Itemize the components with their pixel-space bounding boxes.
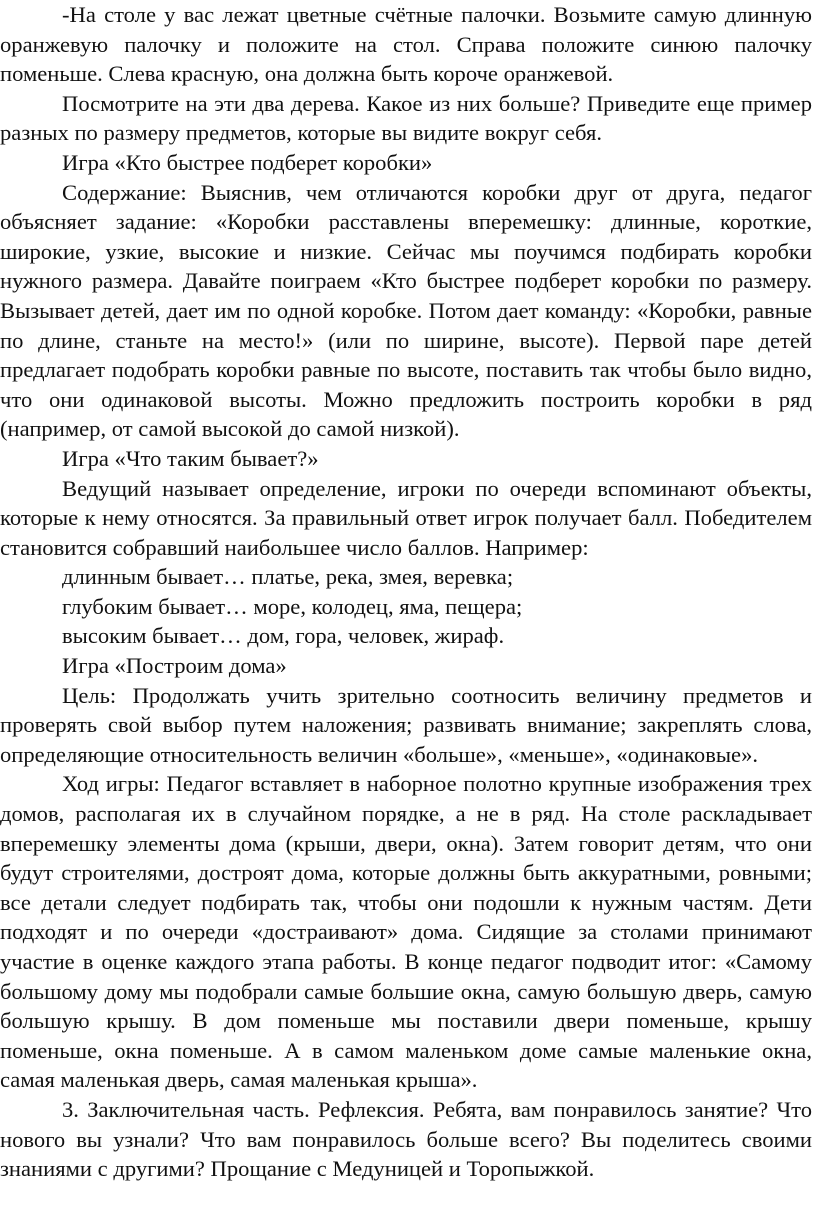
paragraph-game-procedure: Ход игры: Педагог вставляет в наборное полотно крупные изображения трех домов, располагая их в случайном порядке, а не в ряд. На столе раскладывает вперемешку элементы дома (крыши, двери, окна). Затем говорит детям, что они будут строителями, достроят дома, которые должны быть аккуратными, ровными; все детали следует подбирать так, чтобы они подошли к нужным частям. Дети подходят и по очереди «достраивают» дома. Сидящие за столами принимают участие в оценке каждого этапа работы. В конце педагог подводит итог: «Самому большому дому мы подобрали самые большие окна, самую большую дверь, самую большую крышу. В дом поменьше мы поставили двери поменьше, крышу поменьше, окна поменьше. А в самом маленьком доме самые маленькие окна, самая маленькая дверь, самая маленькая крыша». [0,771,812,1093]
paragraph-conclusion: 3. Заключительная часть. Рефлексия. Ребята, вам понравилось занятие? Что нового вы узнали? Что вам понравилось больше всего? Вы поделитесь своими знаниями с другими? Прощание с Медуницей и Торопыжкой. [0,1096,812,1182]
paragraph-game-what-is-rules: Ведущий называет определение, игроки по очереди вспоминают объекты, которые к нему относятся. За правильный ответ игрок получает балл. Победителем становится собравший наибольшее число баллов. Например: [0,475,812,560]
heading-game-what-is: Игра «Что таким бывает?» [62,445,319,471]
paragraph-two-trees: Посмотрите на эти два дерева. Какое из них больше? Приведите еще пример разных по размеру предметов, которые вы видите вокруг себя. [0,90,812,146]
heading-game-boxes: Игра «Кто быстрее подберет коробки» [62,149,433,175]
example-line: глубоким бывает… море, колодец, яма, пещера; [62,593,523,619]
example-line: высоким бывает… дом, гора, человек, жираф. [62,623,505,649]
example-line: длинным бывает… платье, река, змея, веревка; [62,564,514,590]
paragraph-game-boxes-content: Содержание: Выяснив, чем отличаются коробки друг от друга, педагог объясняет задание: «Коробки расставлены вперемешку: длинные, короткие, широкие, узкие, высокие и низкие. Сейчас мы поучимся подбирать коробки нужного размера. Давайте поиграем «Кто быстрее подберет коробки по размеру. Вызывает детей, дает им по одной коробке. Потом дает команду: «Коробки, равные по длине, станьте на место!» (или по ширине, высоте). Первой паре детей предлагает подобрать коробки равные по высоте, поставить так чтобы было видно, что они одинаковой высоты. Можно предложить построить коробки в ряд (например, от самой высокой до самой низкой). [0,179,812,442]
heading-game-build-houses: Игра «Построим дома» [62,653,287,679]
paragraph-counting-sticks: -На столе у вас лежат цветные счётные палочки. Возьмите самую длинную оранжевую палочку и положите на стол. Справа положите синюю палочку поменьше. Слева красную, она должна быть короче оранжевой. [0,2,812,87]
paragraph-game-goal: Цель: Продолжать учить зрительно соотносить величину предметов и проверять свой выбор путем наложения; развивать внимание; закреплять слова, определяющие относительность величин «больше», «меньше», «одинаковые». [0,682,812,767]
